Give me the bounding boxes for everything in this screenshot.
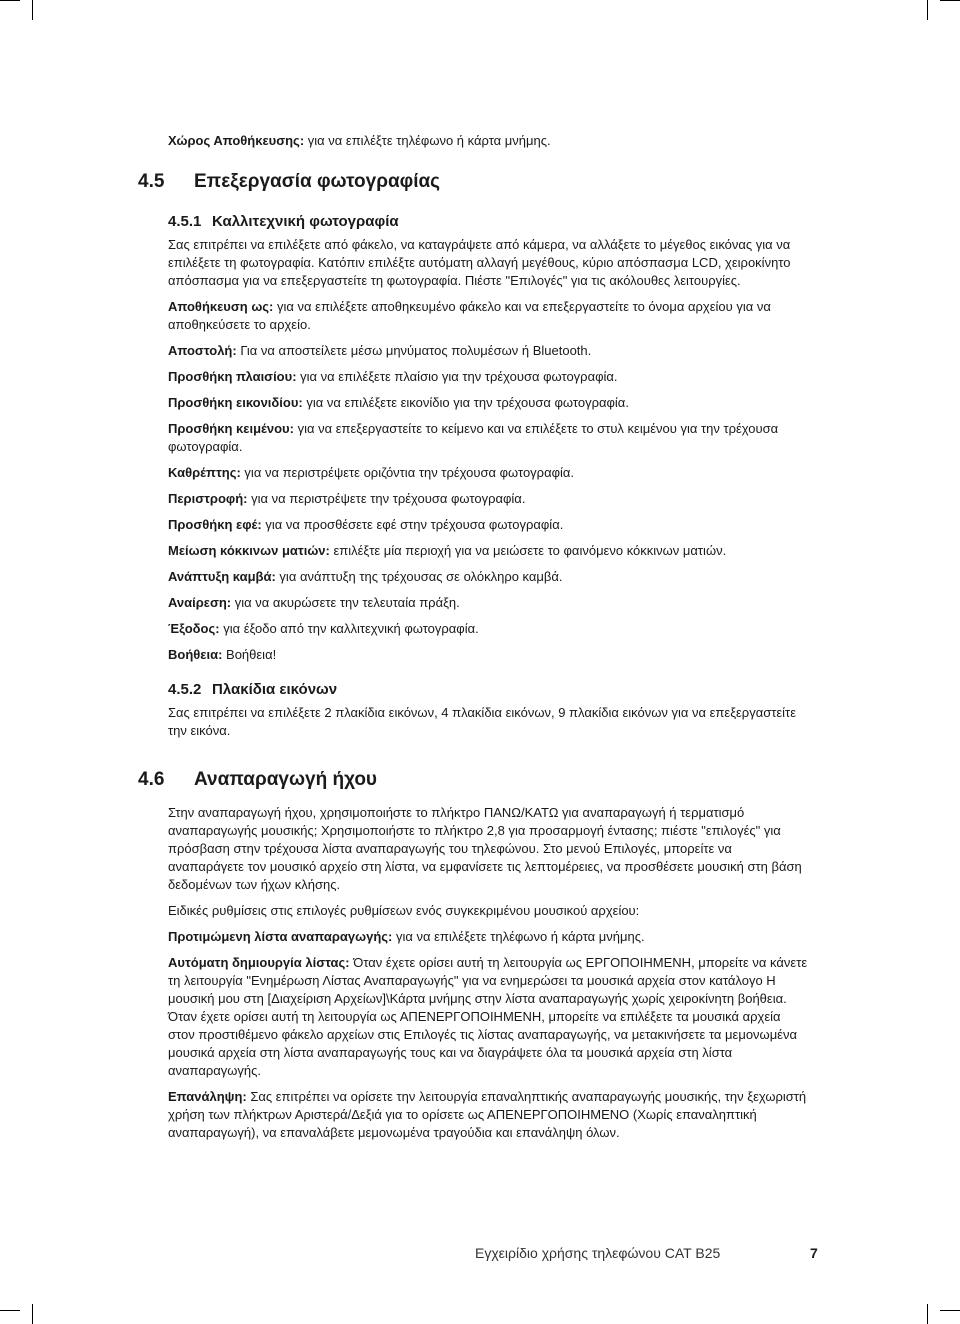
footer-title: Εγχειρίδιο χρήσης τηλεφώνου CAT B25 [475,1245,721,1261]
term-text: Για να αποστείλετε μέσω μηνύματος πολυμέσων ή Bluetooth. [236,343,592,358]
option-list-audio [168,928,808,1142]
option-item [168,1088,808,1142]
term-text: για να επιλέξετε εικονίδιο για την τρέχουσα φωτογραφία. [302,395,629,410]
term-text: Βοήθεια! [222,647,277,662]
page-content [138,132,808,1150]
crop-mark [0,0,20,1]
option-item [168,568,808,586]
option-item [168,420,808,456]
option-item [168,620,808,638]
option-item [168,342,808,360]
option-item [168,490,808,508]
option-item [168,594,808,612]
section-heading-4-5 [138,170,778,194]
term-label: Προσθήκη εφέ: [168,517,262,532]
crop-mark [927,0,928,20]
section-number: 4.5 [138,171,165,192]
body-paragraph: Σας επιτρέπει να επιλέξετε 2 πλακίδια εικόνων, 4 πλακίδια εικόνων, 9 πλακίδια εικόνων για να επεξεργαστείτε την εικόνα. [168,705,796,738]
crop-mark [927,1304,928,1324]
term-label: Προσθήκη πλαισίου: [168,369,297,384]
section-title: Αναπαραγωγή ήχου [194,769,377,790]
option-list [168,298,808,664]
term-text: για να περιστρέψετε την τρέχουσα φωτογραφία. [247,491,526,506]
term-text: για να επιλέξτε τηλέφωνο ή κάρτα μνήμης. [304,133,551,148]
option-item [168,394,808,412]
term-text: για να επιλέξετε αποθηκευμένο φάκελο και να επεξεργαστείτε το όνομα αρχείου για να αποθηκεύσετε το αρχείο. [168,299,771,332]
crop-mark [940,0,960,1]
term-label: Έξοδος: [168,621,220,636]
term-text: για να επιλέξετε τηλέφωνο ή κάρτα μνήμης. [392,929,645,944]
term-label: Περιστροφή: [168,491,248,506]
term-text: για να επιλέξετε πλαίσιο για την τρέχουσα φωτογραφία. [296,369,618,384]
term-text: Όταν έχετε ορίσει αυτή τη λειτουργία ως ΕΡΓΟΠΟΙΗΜΕΝΗ, μπορείτε να κάνετε τη λειτουργία "Ενημέρωση Λίστας Αναπαραγωγής" για να ενημερώσει τα μουσικά αρχεία στον κατάλογο Η μουσική μου στη [Διαχείριση Αρχείων]\Κάρτα μνήμης στην λίστα αναπαραγωγής χωρίς χειροκίνητη βοήθεια. Όταν έχετε ορίσει αυτή τη λειτουργία ως ΑΠΕΝΕΡΓΟΠΟΙΗΜΕΝΗ, μπορείτε να επιλέξετε τα μουσικά αρχεία στον προστιθέμενο φάκελο αρχείων στις Επιλογές τις λίστας αναπαραγωγής, να μετακινήσετε τα μεμονωμένα μουσικά αρχεία στη λίστα αναπαραγωγής τους και να διαγράψετε όλα τα μουσικά αρχεία στη λίστα αναπαραγωγής. [168,955,808,1078]
subsection-title: Καλλιτεχνική φωτογραφία [212,213,399,230]
body-paragraph: Σας επιτρέπει να επιλέξετε από φάκελο, να καταγράψετε από κάμερα, να αλλάξετε το μέγεθος εικόνας για να επιλέξετε τη φωτογραφία. Κατόπιν επιλέξτε αυτόματη αλλαγή μεγέθους, κύριο απόσπασμα LCD, χειροκίνητο απόσπασμα για να επεξεργαστείτε τη φωτογραφία. Πιέστε "Επιλογές" για τις ακόλουθες λειτουργίες. [168,237,791,288]
option-item [168,464,808,482]
page-number: 7 [810,1245,818,1261]
term-label: Προτιμώμενη λίστα αναπαραγωγής: [168,929,393,944]
option-item [168,368,808,386]
subsection-heading-4-5-1 [168,212,808,232]
storage-paragraph [168,132,808,150]
section-title: Επεξεργασία φωτογραφίας [194,171,441,192]
subsection-number: 4.5.2 [168,681,202,698]
term-text: για να περιστρέψετε οριζόντια την τρέχουσα φωτογραφία. [240,465,575,480]
term-label: Βοήθεια: [168,647,223,662]
option-item [168,646,808,664]
crop-mark [32,1304,33,1324]
term-label: Αναίρεση: [168,595,232,610]
section-heading-4-6 [138,768,778,792]
term-text: για έξοδο από την καλλιτεχνική φωτογραφία. [219,621,479,636]
crop-mark [940,1310,960,1311]
crop-mark [0,1310,20,1311]
section-number: 4.6 [138,769,165,790]
body-paragraph: Ειδικές ρυθμίσεις στις επιλογές ρυθμίσεων ενός συγκεκριμένου μουσικού αρχείου: [168,903,640,918]
term-label: Καθρέπτης: [168,465,241,480]
term-label: Προσθήκη εικονιδίου: [168,395,303,410]
subsection-number: 4.5.1 [168,213,202,230]
term-label: Αποθήκευση ως: [168,299,274,314]
term-label: Μείωση κόκκινων ματιών: [168,543,330,558]
term-label: Χώρος Αποθήκευσης: [168,133,305,148]
term-text: για να επεξεργαστείτε το κείμενο και να επιλέξετε το στυλ κειμένου για την τρέχουσα φωτογραφία. [168,421,779,454]
term-label: Προσθήκη κειμένου: [168,421,294,436]
term-label: Επανάληψη: [168,1089,247,1104]
option-item [168,542,808,560]
term-text: για να ακυρώσετε την τελευταία πράξη. [231,595,460,610]
option-item [168,298,808,334]
term-text: για ανάπτυξη της τρέχουσας σε ολόκληρο καμβά. [275,569,563,584]
option-item [168,516,808,534]
crop-mark [32,0,33,20]
subsection-heading-4-5-2 [168,680,808,700]
body-paragraph: Στην αναπαραγωγή ήχου, χρησιμοποιήστε το πλήκτρο ΠΑΝΩ/ΚΑΤΩ για αναπαραγωγή ή τερματισμό αναπαραγωγής μουσικής; Χρησιμοποιήστε το πλήκτρο 2,8 για προσαρμογή έντασης; πιέστε "επιλογές" για πρόσβαση στην τρέχουσα λίστα αναπαραγωγής του τηλεφώνου. Στο μενού Επιλογές, μπορείτε να αναπαράγετε τον μουσικό αρχείο στη λίστα, να εμφανίσετε τις λεπτομέρειες, να προσθέσετε μουσική στη βάση δεδομένων των ήχων κλήσης. [168,805,802,892]
term-label: Αυτόματη δημιουργία λίστας: [168,955,350,970]
option-item [168,928,808,946]
term-label: Ανάπτυξη καμβά: [168,569,276,584]
option-item [168,954,808,1080]
term-text: για να προσθέσετε εφέ στην τρέχουσα φωτογραφία. [261,517,564,532]
subsection-title: Πλακίδια εικόνων [212,681,338,698]
term-text: Σας επιτρέπει να ορίσετε την λειτουργία επαναληπτικής αναπαραγωγής μουσικής, την ξεχωριστή χρήση των πλήκτρων Αριστερά/Δεξιά για το ορίσετε ως ΑΠΕΝΕΡΓΟΠΟΙΗΜΕΝΟ (Χωρίς επαναληπτική αναπαραγωγή), να επαναλάβετε μεμονωμένα τραγούδια και επανάληψη όλων. [168,1089,807,1140]
term-text: επιλέξτε μία περιοχή για να μειώσετε το φαινόμενο κόκκινων ματιών. [329,543,727,558]
term-label: Αποστολή: [168,343,237,358]
